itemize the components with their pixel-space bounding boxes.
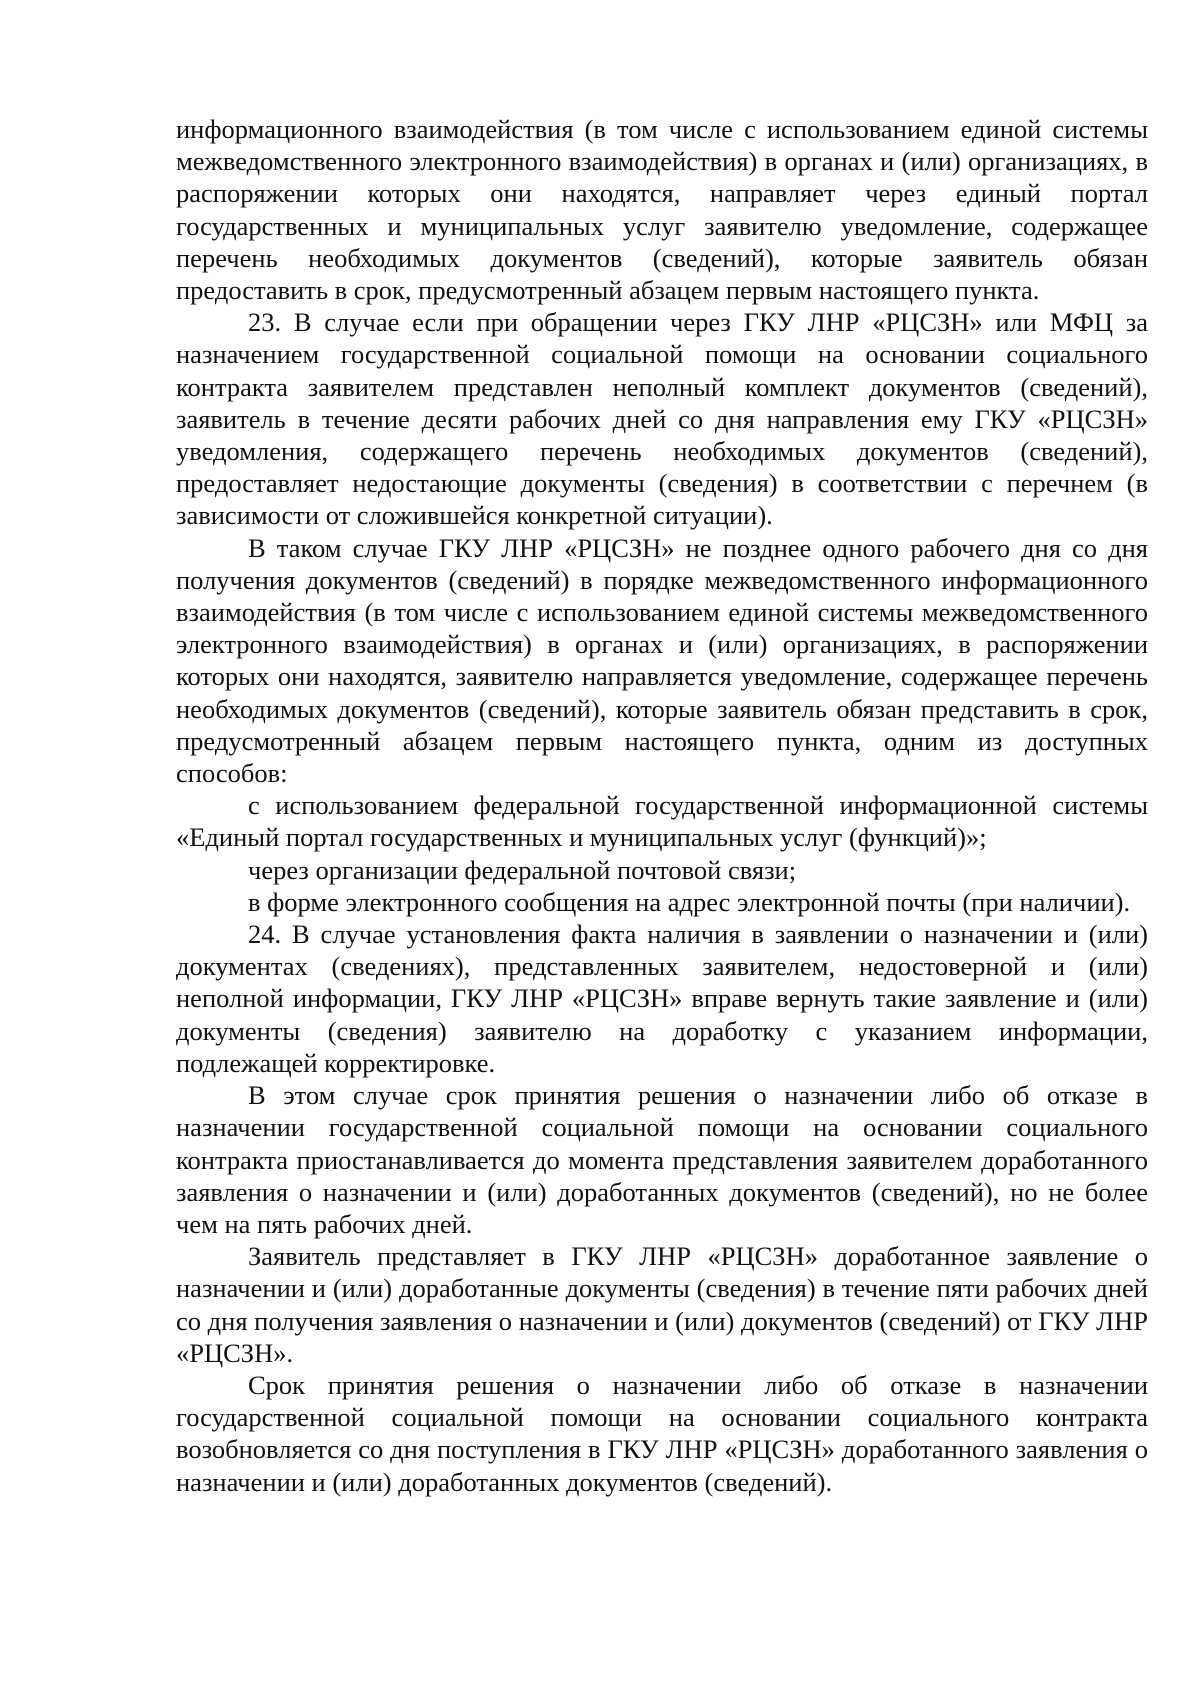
paragraph-suspension: В этом случае срок принятия решения о назначении либо об отказе в назначении государственной социальной помощи на основании социального контракта приостанавливается до момента представления заявителем доработанного заявления о назначении и (или) доработанных документов (сведений), но не более чем на пять рабочих дней. [176, 1080, 1148, 1239]
paragraph-item-23: 23. В случае если при обращении через ГКУ ЛНР «РЦСЗН» или МФЦ за назначением государственной социальной помощи на основании социального контракта заявителем представлен неполный комплект документов (сведений), заявитель в течение десяти рабочих дней со дня направления ему ГКУ «РЦСЗН» уведомления, содержащего перечень необходимых документов (сведений), предоставляет недостающие документы (сведения) в соответствии с перечнем (в зависимости от сложившейся конкретной ситуации). [176, 307, 1148, 531]
paragraph-notification-procedure: В таком случае ГКУ ЛНР «РЦСЗН» не позднее одного рабочего дня со дня получения документов (сведений) в порядке межведомственного информационного взаимодействия (в том числе с использованием единой системы межведомственного электронного взаимодействия) в органах и (или) организациях, в распоряжении которых они находятся, заявителю направляется уведомление, содержащее перечень необходимых документов (сведений), которые заявитель обязан представить в срок, предусмотренный абзацем первым настоящего пункта, одним из доступных способов: [176, 532, 1148, 789]
paragraph-method-portal: с использованием федеральной государственной информационной системы «Единый портал государственных и муниципальных услуг (функций)»; [176, 790, 1148, 853]
paragraph-continuation: информационного взаимодействия (в том числе с использованием единой системы межведомственного электронного взаимодействия) в органах и (или) организациях, в распоряжении которых они находятся, направляет через единый портал государственных и муниципальных услуг заявителю уведомление, содержащее перечень необходимых документов (сведений), которые заявитель обязан предоставить в срок, предусмотренный абзацем первым настоящего пункта. [176, 114, 1148, 306]
paragraph-resubmission: Заявитель представляет в ГКУ ЛНР «РЦСЗН» доработанное заявление о назначении и (или) доработанные документы (сведения) в течение пяти рабочих дней со дня получения заявления о назначении и (или) документов (сведений) от ГКУ ЛНР «РЦСЗН». [176, 1241, 1148, 1368]
document-body [176, 113, 1148, 1498]
paragraph-resumption: Срок принятия решения о назначении либо об отказе в назначении государственной социальной помощи на основании социального контракта возобновляется со дня поступления в ГКУ ЛНР «РЦСЗН» доработанного заявления о назначении и (или) доработанных документов (сведений). [176, 1369, 1148, 1497]
paragraph-item-24: 24. В случае установления факта наличия в заявлении о назначении и (или) документах (сведениях), представленных заявителем, недостоверной и (или) неполной информации, ГКУ ЛНР «РЦСЗН» вправе вернуть такие заявление и (или) документы (сведения) заявителю на доработку с указанием информации, подлежащей корректировке. [176, 919, 1148, 1078]
paragraph-method-post: через организации федеральной почтовой связи; [248, 854, 797, 885]
paragraph-method-email: в форме электронного сообщения на адрес электронной почты (при наличии). [248, 886, 1131, 917]
